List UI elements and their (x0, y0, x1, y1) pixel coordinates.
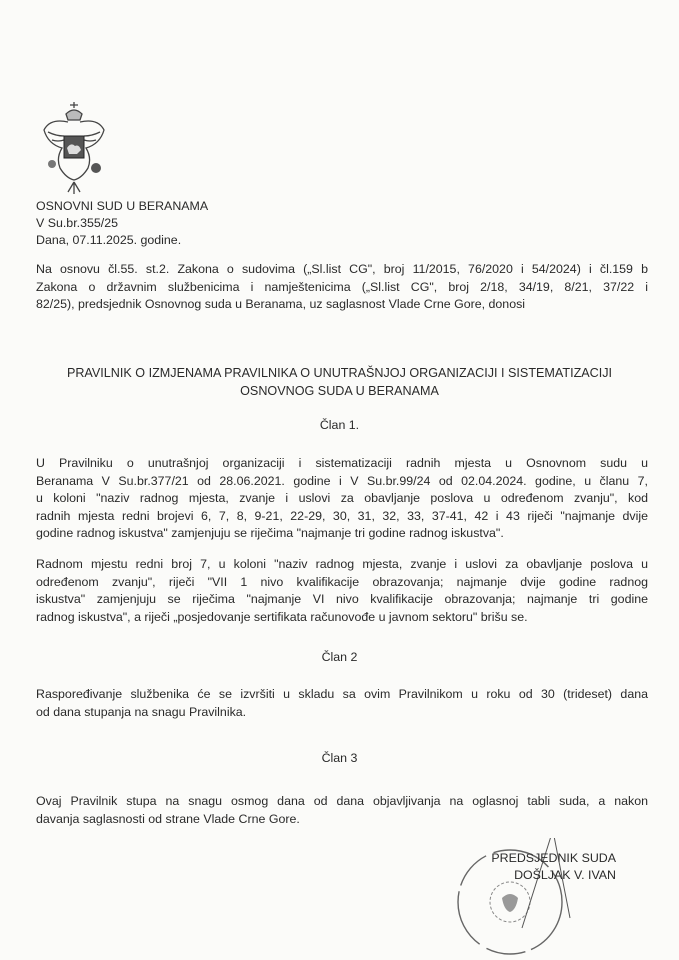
article-3-paragraph (36, 793, 648, 828)
text-line: Radnom mjestu redni broj 7, u koloni "naziv radnog mjesta, zvanje i uslovi za obavljanje poslova u (36, 557, 648, 571)
text-line: od dana stupanja na snagu Pravilnika. (36, 704, 247, 719)
signatory-role: PREDSJEDNIK SUDA (491, 851, 616, 865)
text-line: iskustva" zamjenjuju se riječima "najmanje VI nivo kvalifikacije obrazovanja; najmanje tri godine (36, 592, 648, 606)
article-2-heading: Član 2 (321, 650, 358, 664)
text-line: Raspoređivanje službenika će se izvršiti u skladu sa ovim Pravilnikom u roku od 30 (trideset) dana (36, 687, 648, 701)
signature-block (470, 850, 616, 884)
preamble-paragraph (36, 261, 648, 314)
coat-of-arms-emblem (38, 98, 110, 196)
text-line: u koloni "naziv radnog mjesta, zvanje i uslovi za obavljanje poslova u određenom zvanju", kod (36, 491, 648, 505)
document-title (0, 364, 679, 400)
document-date: Dana, 07.11.2025. godine. (36, 233, 182, 247)
article-3-heading: Član 3 (321, 751, 358, 765)
text-line: 82/25), predsjednik Osnovnog suda u Beranama, uz saglasnost Vlade Crne Gore, donosi (36, 297, 526, 311)
text-line: Beranama V Su.br.377/21 od 28.06.2021. godine i V Su.br.99/24 od 02.04.2024. godine, u članu 7, (36, 473, 648, 488)
article-2-paragraph (36, 686, 648, 721)
document-header (36, 198, 208, 249)
text-line: U Pravilniku o unutrašnjoj organizaciji i sistematizaciji radnih mjesta u Osnovnom sudu u (36, 456, 648, 470)
article-1-paragraph-1 (36, 455, 648, 543)
text-line: Ovaj Pravilnik stupa na snagu osmog dana od dana objavljivanja na oglasnoj tabli suda, a nakon (36, 794, 648, 808)
text-line: godine radnog iskustva" zamjenjuju se riječima "najmanje tri godine radnog iskustva". (36, 526, 504, 540)
text-line: određenom zvanju", riječi "VII 1 nivo kvalifikacije obrazovanja; najmanje dvije godine radnog (36, 574, 648, 589)
text-line: radnog iskustva", a riječi „posjedovanje sertifikata računovođe u javnom sektoru" brišu se. (36, 609, 528, 624)
reference-number: V Su.br.355/25 (36, 216, 118, 230)
article-1-paragraph-2 (36, 556, 648, 626)
text-line: Na osnovu čl.55. st.2. Zakona o sudovima („Sl.list CG", broj 11/2015, 76/2020 i 54/2024) i čl.159 b (36, 262, 648, 276)
text-line: davanja saglasnosti od strane Vlade Crne Gore. (36, 811, 300, 826)
institution-name: OSNOVNI SUD U BERANAMA (36, 199, 209, 213)
title-line: PRAVILNIK O IZMJENAMA PRAVILNIKA O UNUTRAŠNJOJ ORGANIZACIJI I SISTEMATIZACIJI (66, 366, 613, 380)
text-line: Zakona o državnim službenicima i namještenicima („Sl.list CG", broj 2/18, 34/19, 8/21, 37/22 i (36, 279, 648, 294)
article-1-heading: Član 1. (319, 418, 360, 432)
signatory-name: DOŠLJAK V. IVAN (514, 868, 616, 882)
title-line: OSNOVNOG SUDA U BERANAMA (240, 384, 439, 398)
text-line: radnih mjesta redni brojevi 6, 7, 8, 9-21, 22-29, 30, 31, 32, 33, 37-41, 42 i 43 riječi "najmanje dvije (36, 508, 648, 523)
